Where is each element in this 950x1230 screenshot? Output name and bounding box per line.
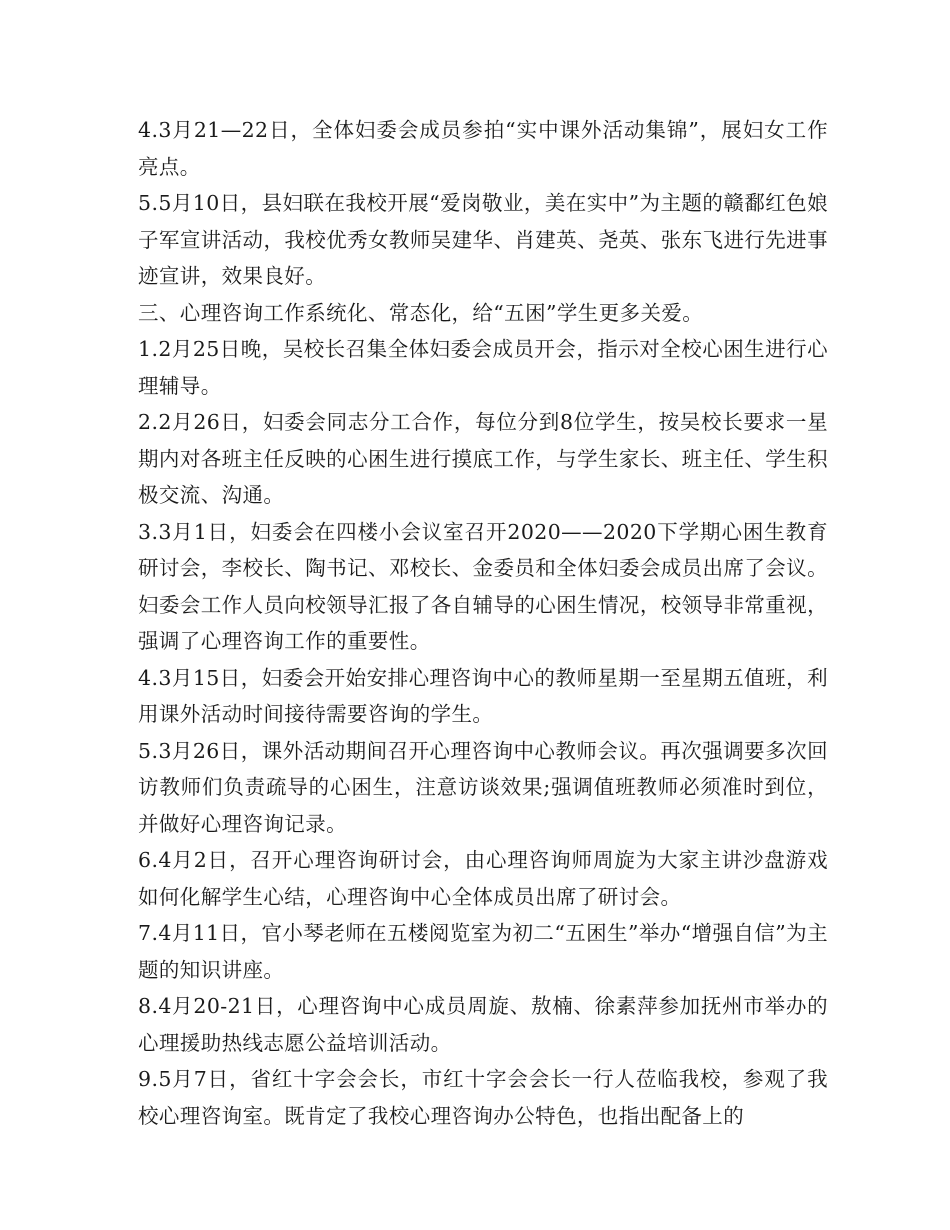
paragraph-item: 2.2月26日，妇委会同志分工合作，每位分到8位学生，按吴校长要求一星期内对各班主任反映的心困生进行摸底工作，与学生家长、班主任、学生积极交流、沟通。 — [138, 410, 828, 507]
paragraph-item: 3.3月1日，妇委会在四楼小会议室召开2020——2020下学期心困生教育研讨会，李校长、陶书记、邓校长、金委员和全体妇委会成员出席了会议。妇委会工作人员向校领导汇报了各自辅导的心困生情况，校领导非常重视，强调了心理咨询工作的重要性。 — [138, 519, 828, 653]
paragraph-item: 7.4月11日，官小琴老师在五楼阅览室为初二“五困生”举办“增强自信”为主题的知识讲座。 — [138, 921, 828, 982]
paragraph-item: 1.2月25日晚，吴校长召集全体妇委会成员开会，指示对全校心困生进行心理辅导。 — [138, 337, 828, 398]
paragraph-item: 5.3月26日，课外活动期间召开心理咨询中心教师会议。再次强调要多次回访教师们负责疏导的心困生，注意访谈效果;强调值班教师必须准时到位，并做好心理咨询记录。 — [138, 738, 828, 836]
paragraph-item: 6.4月2日，召开心理咨询研讨会，由心理咨询师周旋为大家主讲沙盘游戏如何化解学生心结，心理咨询中心全体成员出席了研讨会。 — [138, 848, 828, 909]
paragraph-item: 5.5月10日，县妇联在我校开展“爱岗敬业，美在实中”为主题的赣鄱红色娘子军宣讲活动，我校优秀女教师吴建华、肖建英、尧英、张东飞进行先进事迹宣讲，效果良好。 — [138, 191, 828, 288]
paragraph-item: 4.3月21—22日，全体妇委会成员参拍“实中课外活动集锦”，展妇女工作亮点。 — [138, 118, 828, 179]
paragraph-item: 8.4月20-21日，心理咨询中心成员周旋、敖楠、徐素萍参加抚州市举办的心理援助热线志愿公益培训活动。 — [138, 994, 828, 1055]
paragraph-item: 4.3月15日，妇委会开始安排心理咨询中心的教师星期一至星期五值班，利用课外活动时间接待需要咨询的学生。 — [138, 665, 828, 726]
document-body — [138, 112, 828, 1134]
paragraph-item: 9.5月7日，省红十字会会长，市红十字会会长一行人莅临我校，参观了我校心理咨询室。既肯定了我校心理咨询办公特色，也指出配备上的 — [138, 1067, 828, 1128]
section-heading: 三、心理咨询工作系统化、常态化，给“五困”学生更多关爱。 — [138, 300, 704, 325]
